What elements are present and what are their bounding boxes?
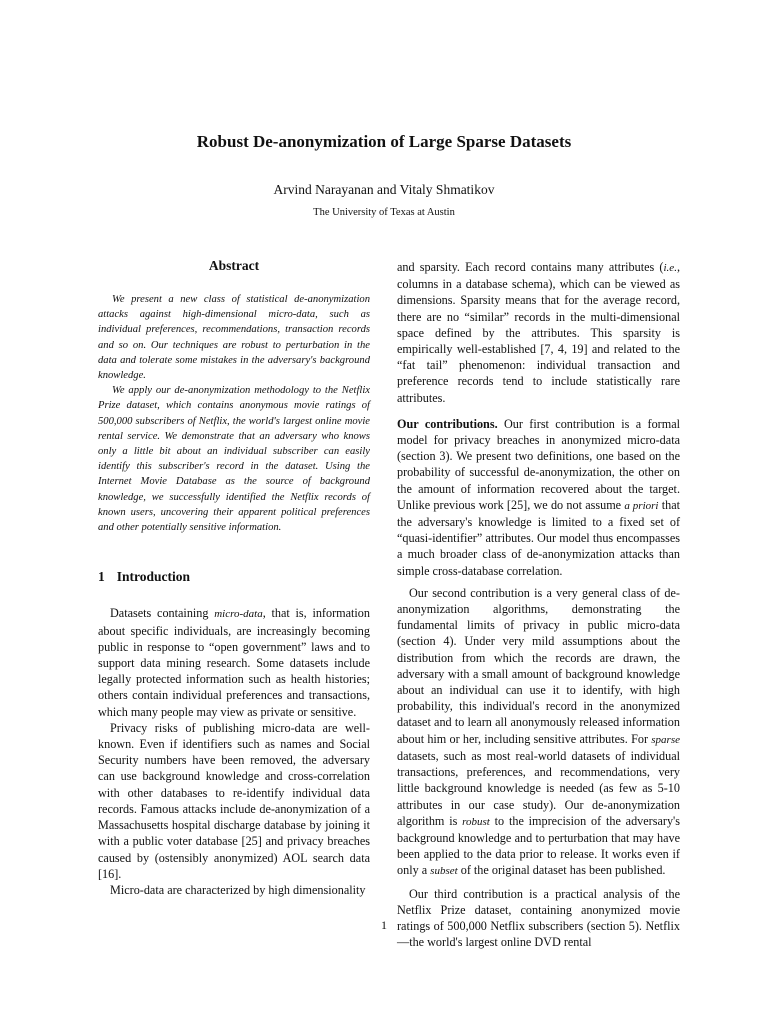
paper-authors: Arvind Narayanan and Vitaly Shmatikov (273, 182, 495, 197)
intro-paragraph-3: Micro-data are characterized by high dimensionality (110, 882, 366, 897)
intro-p1-text-a: Datasets containing (110, 606, 215, 621)
contributions-run-in-heading: Our contributions. (397, 416, 498, 431)
second-text-a: Our second contribution is a very general class of de-anonymization algorithms, demonstrating the fundamental limits of privacy in public micro-data (section 4). Under very mild assumptions about the distribution from which the records are drawn, the adversary with a small amount of background knowledge about an individual can use it to identify, with high probability, this individual's record in the anonymized dataset and to learn all anonymously released information about him or her, including sensitive attributes. For (397, 585, 680, 746)
abstract-body (98, 292, 370, 535)
section-number: 1 (98, 569, 105, 585)
contrib-emphasis: a priori (624, 499, 659, 512)
abstract-heading: Abstract (208, 258, 260, 273)
intro-p1-text-b: , that is, information about specific individuals, are increasingly becoming public in response to “open government” laws and to support data mining research. Some datasets include legally protected information such as health histories; others contain individual preferences and transactions, which many people may view as private or sensitive. (98, 606, 370, 719)
contrib-text-a: Our first contribution is a formal model for privacy breaches in anonymized micro-data (section 3). We present two definitions, one based on the probability of successful de-anonymization, the other on the amount of information recovered about the target. Unlike previous work [25], we do not assume (397, 416, 681, 512)
abstract-paragraph-2: We apply our de-anonymization methodology to the Netflix Prize dataset, which contains anonymous movie ratings of 500,000 subscribers of Netflix, the world's largest online movie rental service. We demonstrate that an adversary who knows only a little bit about an individual subscriber can easily identify this subscriber's record in the dataset. Using the Internet Movie Database as the source of background knowledge, we successfully identified the Netflix records of known users, uncovering their apparent political preferences and other potentially sensitive information. (98, 385, 370, 534)
second-emphasis-1: sparse (651, 733, 680, 746)
right-column (397, 259, 680, 950)
second-emphasis-2: robust (462, 815, 490, 828)
abstract-paragraph-1: We present a new class of statistical de-anonymization attacks against high-dimensional micro-data, such as individual preferences, recommendations, transaction records and so on. Our techniques are robust to perturbation in the data and tolerate some mistakes in the adversary's background knowledge. (98, 294, 370, 382)
intro-p1-emphasis: micro-data (214, 608, 263, 621)
second-emphasis-3: subset (430, 865, 458, 878)
second-contribution-paragraph (397, 585, 680, 880)
second-text-b: datasets, such as most real-world datasets of individual transactions, preferences, and recommendations, very little background knowledge is needed (as few as 5-10 attributes in our case study). Our de-anonymization algorithm is (397, 748, 680, 828)
paper-affiliation: The University of Texas at Austin (313, 207, 455, 218)
section-heading-introduction (98, 569, 370, 585)
continuation-paragraph (397, 259, 680, 406)
cont-text-b: , columns in a database schema), which can be viewed as dimensions. Sparsity means that for the average record, there are no “similar” records in the multi-dimensional space defined by the attributes. This sparsity is empirically well-established [7, 4, 19] and related to the “fat tail” phenomenon: individual transaction and preference records tend to include statistically rare attributes. (397, 260, 680, 405)
third-contribution-paragraph: Our third contribution is a practical analysis of the Netflix Prize dataset, containing anonymized movie ratings of 500,000 Netflix subscribers (section 5). Netflix—the world's largest online DVD rental (397, 886, 680, 950)
contrib-text-b: that the adversary's knowledge is limited to a fixed set of “quasi-identifier” attributes. Our model thus encompasses a much broader class of de-anonymization attacks than simple cross-database correlation. (397, 497, 680, 578)
left-column (98, 258, 370, 898)
second-text-c: to the imprecision of the adversary's background knowledge and to perturbation that may have been applied to the data prior to release. It works even if only a (397, 813, 680, 878)
section-title: Introduction (116, 569, 191, 585)
cont-text-a: and sparsity. Each record contains many attributes ( (397, 260, 664, 274)
page-number: 1 (381, 918, 387, 932)
contributions-paragraph (397, 416, 680, 579)
intro-paragraph-1 (98, 605, 370, 719)
intro-paragraph-2: Privacy risks of publishing micro-data are well-known. Even if identifiers such as names and Social Security numbers have been removed, the adversary can use background knowledge and cross-correlation with other databases to re-identify individual data records. Famous attacks include de-anonymization of a Massachusetts hospital discharge database by joining it with a public voter database [25] and privacy breaches caused by (ostensibly anonymized) AOL search data [16]. (98, 720, 370, 881)
paper-title: Robust De-anonymization of Large Sparse Datasets (196, 132, 572, 151)
second-text-d: of the original dataset has been published. (457, 863, 666, 878)
cont-emphasis: i.e. (663, 262, 677, 274)
